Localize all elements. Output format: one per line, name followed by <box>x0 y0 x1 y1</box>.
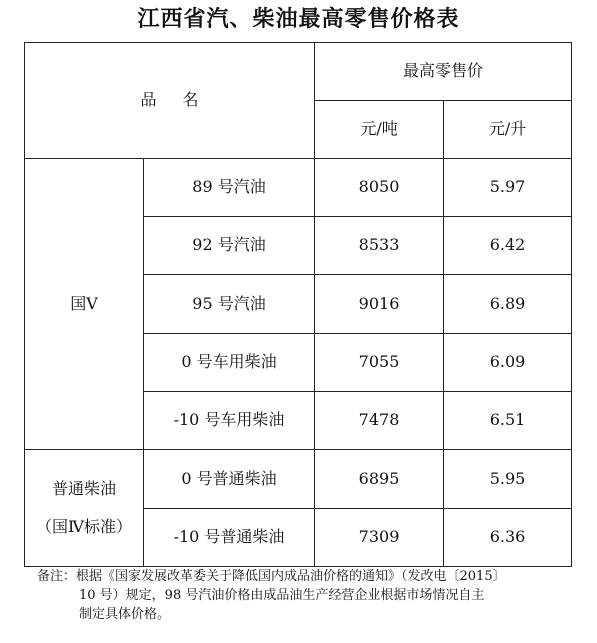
price-per-ton: 9016 <box>315 275 444 333</box>
product-name-header: 品名 <box>25 43 315 159</box>
product-name: -10 号普通柴油 <box>144 508 315 566</box>
footnote-line: 制定具体价格。 <box>79 607 171 622</box>
group-label-line: （国Ⅳ标准） <box>36 517 132 537</box>
product-name: 0 号车用柴油 <box>144 333 315 391</box>
product-name: 0 号普通柴油 <box>144 450 315 508</box>
group-label-ordinary-diesel <box>25 450 144 567</box>
table-row <box>25 450 572 508</box>
price-per-liter: 6.42 <box>444 216 572 274</box>
price-per-liter: 5.97 <box>444 158 572 216</box>
unit-ton-header: 元/吨 <box>315 101 444 158</box>
table-row <box>25 158 572 216</box>
footnote <box>37 567 586 624</box>
footnote-line: 10 号）规定，98 号汽油价格由成品油生产经营企业根据市场情况自主 <box>79 588 485 603</box>
price-per-liter: 6.36 <box>444 508 572 566</box>
product-name: 92 号汽油 <box>144 216 315 274</box>
group-label-line: 普通柴油 <box>51 479 116 499</box>
page-title: 江西省汽、柴油最高零售价格表 <box>137 6 460 32</box>
price-per-liter: 5.95 <box>444 450 572 508</box>
group-label-line: 国Ⅴ <box>70 293 98 313</box>
price-per-ton: 6895 <box>315 450 444 508</box>
price-per-ton: 8050 <box>315 158 444 216</box>
price-per-ton: 7478 <box>315 391 444 449</box>
footnote-line: 备注：根据《国家发展改革委关于降低国内成品油价格的通知》（发改电〔2015〕 <box>37 569 506 584</box>
price-per-liter: 6.51 <box>444 391 572 449</box>
price-per-ton: 8533 <box>315 216 444 274</box>
product-name: -10 号车用柴油 <box>144 391 315 449</box>
price-per-liter: 6.89 <box>444 275 572 333</box>
price-per-ton: 7309 <box>315 508 444 566</box>
max-price-header: 最高零售价 <box>315 43 572 101</box>
price-table <box>24 42 572 567</box>
unit-liter-header: 元/升 <box>444 101 572 158</box>
price-per-ton: 7055 <box>315 333 444 391</box>
header-row <box>25 43 572 101</box>
group-label-guo5 <box>25 158 144 450</box>
price-per-liter: 6.09 <box>444 333 572 391</box>
product-name: 89 号汽油 <box>144 158 315 216</box>
product-name: 95 号汽油 <box>144 275 315 333</box>
